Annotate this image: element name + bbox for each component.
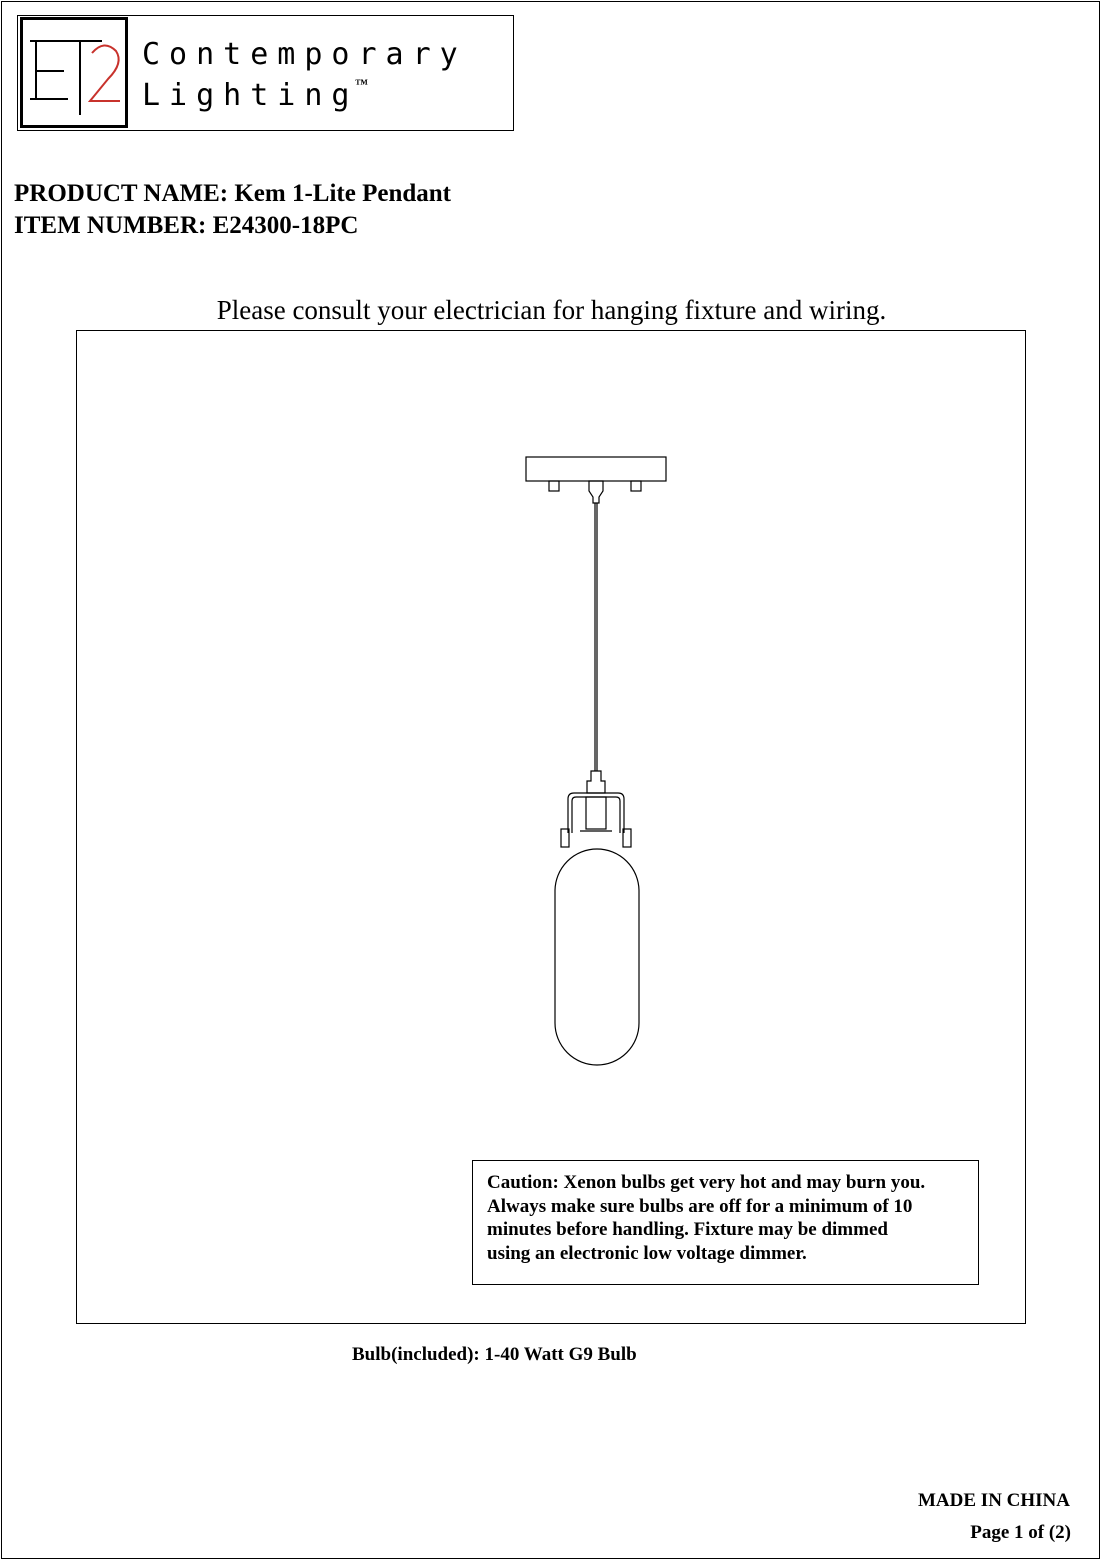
page-number: Page 1 of (2): [970, 1522, 1071, 1543]
et2-logo: [20, 17, 130, 129]
product-name: PRODUCT NAME: Kem 1-Lite Pendant: [14, 180, 451, 207]
yoke-bracket-outer: [568, 793, 624, 833]
canopy-screw-right: [631, 481, 641, 491]
suspension-cord: [595, 503, 597, 771]
canopy: [526, 457, 666, 481]
socket-cap: [587, 771, 605, 793]
electrician-instruction: Please consult your electrician for hanging fixture and wiring.: [216, 295, 887, 325]
logo-frame: [22, 19, 127, 127]
trademark-symbol: ™: [355, 76, 368, 91]
brand-name-line1: Contemporary: [142, 37, 467, 72]
caution-line: using an electronic low voltage dimmer.: [487, 1242, 807, 1264]
item-number: ITEM NUMBER: E24300-18PC: [14, 212, 359, 239]
caution-line: Caution: Xenon bulbs get very hot and may burn you.: [487, 1172, 926, 1193]
made-in-label: MADE IN CHINA: [918, 1490, 1070, 1511]
cord-grip: [589, 481, 603, 503]
caution-line: minutes before handling. Fixture may be dimmed: [487, 1219, 888, 1240]
brand-name-line2: Lighting: [142, 78, 359, 113]
glass-shade: [555, 849, 639, 1065]
caution-line: Always make sure bulbs are off for a minimum of 10: [487, 1195, 913, 1217]
bulb-neck: [586, 797, 606, 829]
logo-letter-e: [30, 41, 68, 99]
bulb-info: Bulb(included): 1-40 Watt G9 Bulb: [352, 1344, 637, 1365]
caution-box: [472, 1160, 979, 1285]
yoke-bracket-inner: [572, 797, 620, 833]
logo-number-2: [90, 45, 120, 101]
canopy-screw-left: [549, 481, 559, 491]
logo-letter-t: [60, 41, 102, 115]
